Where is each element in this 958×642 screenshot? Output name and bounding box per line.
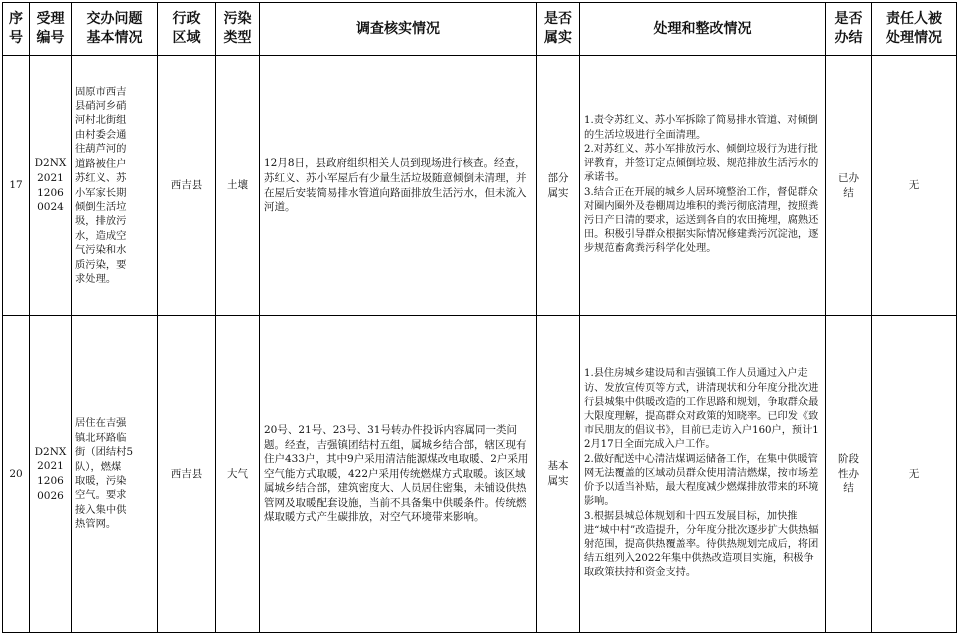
- cell-verified: 部分 属实: [537, 56, 580, 316]
- cell-region: 西吉县: [158, 316, 216, 633]
- cell-accountability: 无: [872, 316, 957, 633]
- cell-pollution: 大气: [216, 316, 260, 633]
- cell-rectification: 1.县住房城乡建设局和吉强镇工作人员通过入户走访、发放宣传页等方式，讲清现状和分年度分批次进行县城集中供暖改造的工作思路和规划，争取群众最大限度理解，提高群众对政策的知晓率。已印发《致市民朋友的倡议书》，目前已走访入户160户，预计12月17日全面完成入户工作。 2.做好配送中心清洁煤调运储备工作，在集中供暖管网无法覆盖的区域动员群众使用清洁燃煤，按市场差价予以适当补贴，最大程度减少燃煤排放带来的环境影响。 3.根据县城总体规划和十四五发展目标，加快推进“城中村”改造提升，分年度分批次逐步扩大供热辐射范围，提高供热覆盖率。待供热规划完成后，将团结五组列入2022年集中供热改造项目实施，积极争取政策扶持和资金支持。: [580, 316, 826, 633]
- cell-issue: 居住在吉强 镇北环路临 街（团结村5 队），燃煤 取暖，污染 空气。要求 接入集中供 热管网。: [72, 316, 158, 633]
- header-survey: 调查核实情况: [260, 3, 537, 56]
- cell-survey: 20号、21号、23号、31号转办件投诉内容属同一类问题。经查，吉强镇团结村五组，属城乡结合部，辖区现有住户433户，其中9户采用清洁能源煤改电取暖、2户采用空气能方式取暖，422户采用传统燃煤方式取暖。该区域属城乡结合部，建筑密度大、人员居住密集，未铺设供热管网及取暖配套设施，当前不具备集中供暖条件。传统燃煤取暖方式产生碳排放，对空气环境带来影响。: [260, 316, 537, 633]
- report-table: [2, 2, 957, 633]
- cell-region: 西吉县: [158, 56, 216, 316]
- cell-closed: 阶段 性办 结: [826, 316, 872, 633]
- header-verified: 是否 属实: [537, 3, 580, 56]
- header-pollution: 污染 类型: [216, 3, 260, 56]
- header-rectification: 处理和整改情况: [580, 3, 826, 56]
- cell-verified: 基本 属实: [537, 316, 580, 633]
- header-code: 受理 编号: [30, 3, 72, 56]
- cell-seq: 20: [3, 316, 30, 633]
- cell-code: D2NX 2021 1206 0026: [30, 316, 72, 633]
- header-region: 行政 区域: [158, 3, 216, 56]
- header-accountability: 责任人被 处理情况: [872, 3, 957, 56]
- cell-seq: 17: [3, 56, 30, 316]
- cell-accountability: 无: [872, 56, 957, 316]
- cell-survey: 12月8日，县政府组织相关人员到现场进行核查。经查，苏红义、苏小军屋后有少量生活垃圾随意倾倒未清理，并在屋后安装简易排水管道向路面排放生活污水，但未流入河道。: [260, 56, 537, 316]
- header-seq: 序 号: [3, 3, 30, 56]
- cell-code: D2NX 2021 1206 0024: [30, 56, 72, 316]
- table-row: [3, 56, 957, 316]
- cell-pollution: 土壤: [216, 56, 260, 316]
- cell-rectification: 1.责令苏红义、苏小军拆除了简易排水管道、对倾倒的生活垃圾进行全面清理。 2.对苏红义、苏小军排放污水、倾倒垃圾行为进行批评教育，并签订定点倾倒垃圾、规范排放生活污水的承诺书。 3.结合正在开展的城乡人居环境整治工作，督促群众对圈内圈外及卷棚周边堆积的粪污彻底清理，按照粪污日产日清的要求，运送到各自的农田掩埋，腐熟还田。积极引导群众根据实际情况修建粪污沉淀池，逐步规范畜禽粪污科学化处理。: [580, 56, 826, 316]
- header-row: [3, 3, 957, 56]
- header-issue: 交办问题 基本情况: [72, 3, 158, 56]
- table-row: [3, 316, 957, 633]
- header-closed: 是否 办结: [826, 3, 872, 56]
- cell-issue: 固原市西吉 县硝河乡硝 河村北街组 由村委会通 往葫芦河的 道路被住户 苏红义、苏 小军家长期 倾倒生活垃 圾，排放污 水，造成空 气污染和水 质污染，要 求处理。: [72, 56, 158, 316]
- cell-closed: 已办 结: [826, 56, 872, 316]
